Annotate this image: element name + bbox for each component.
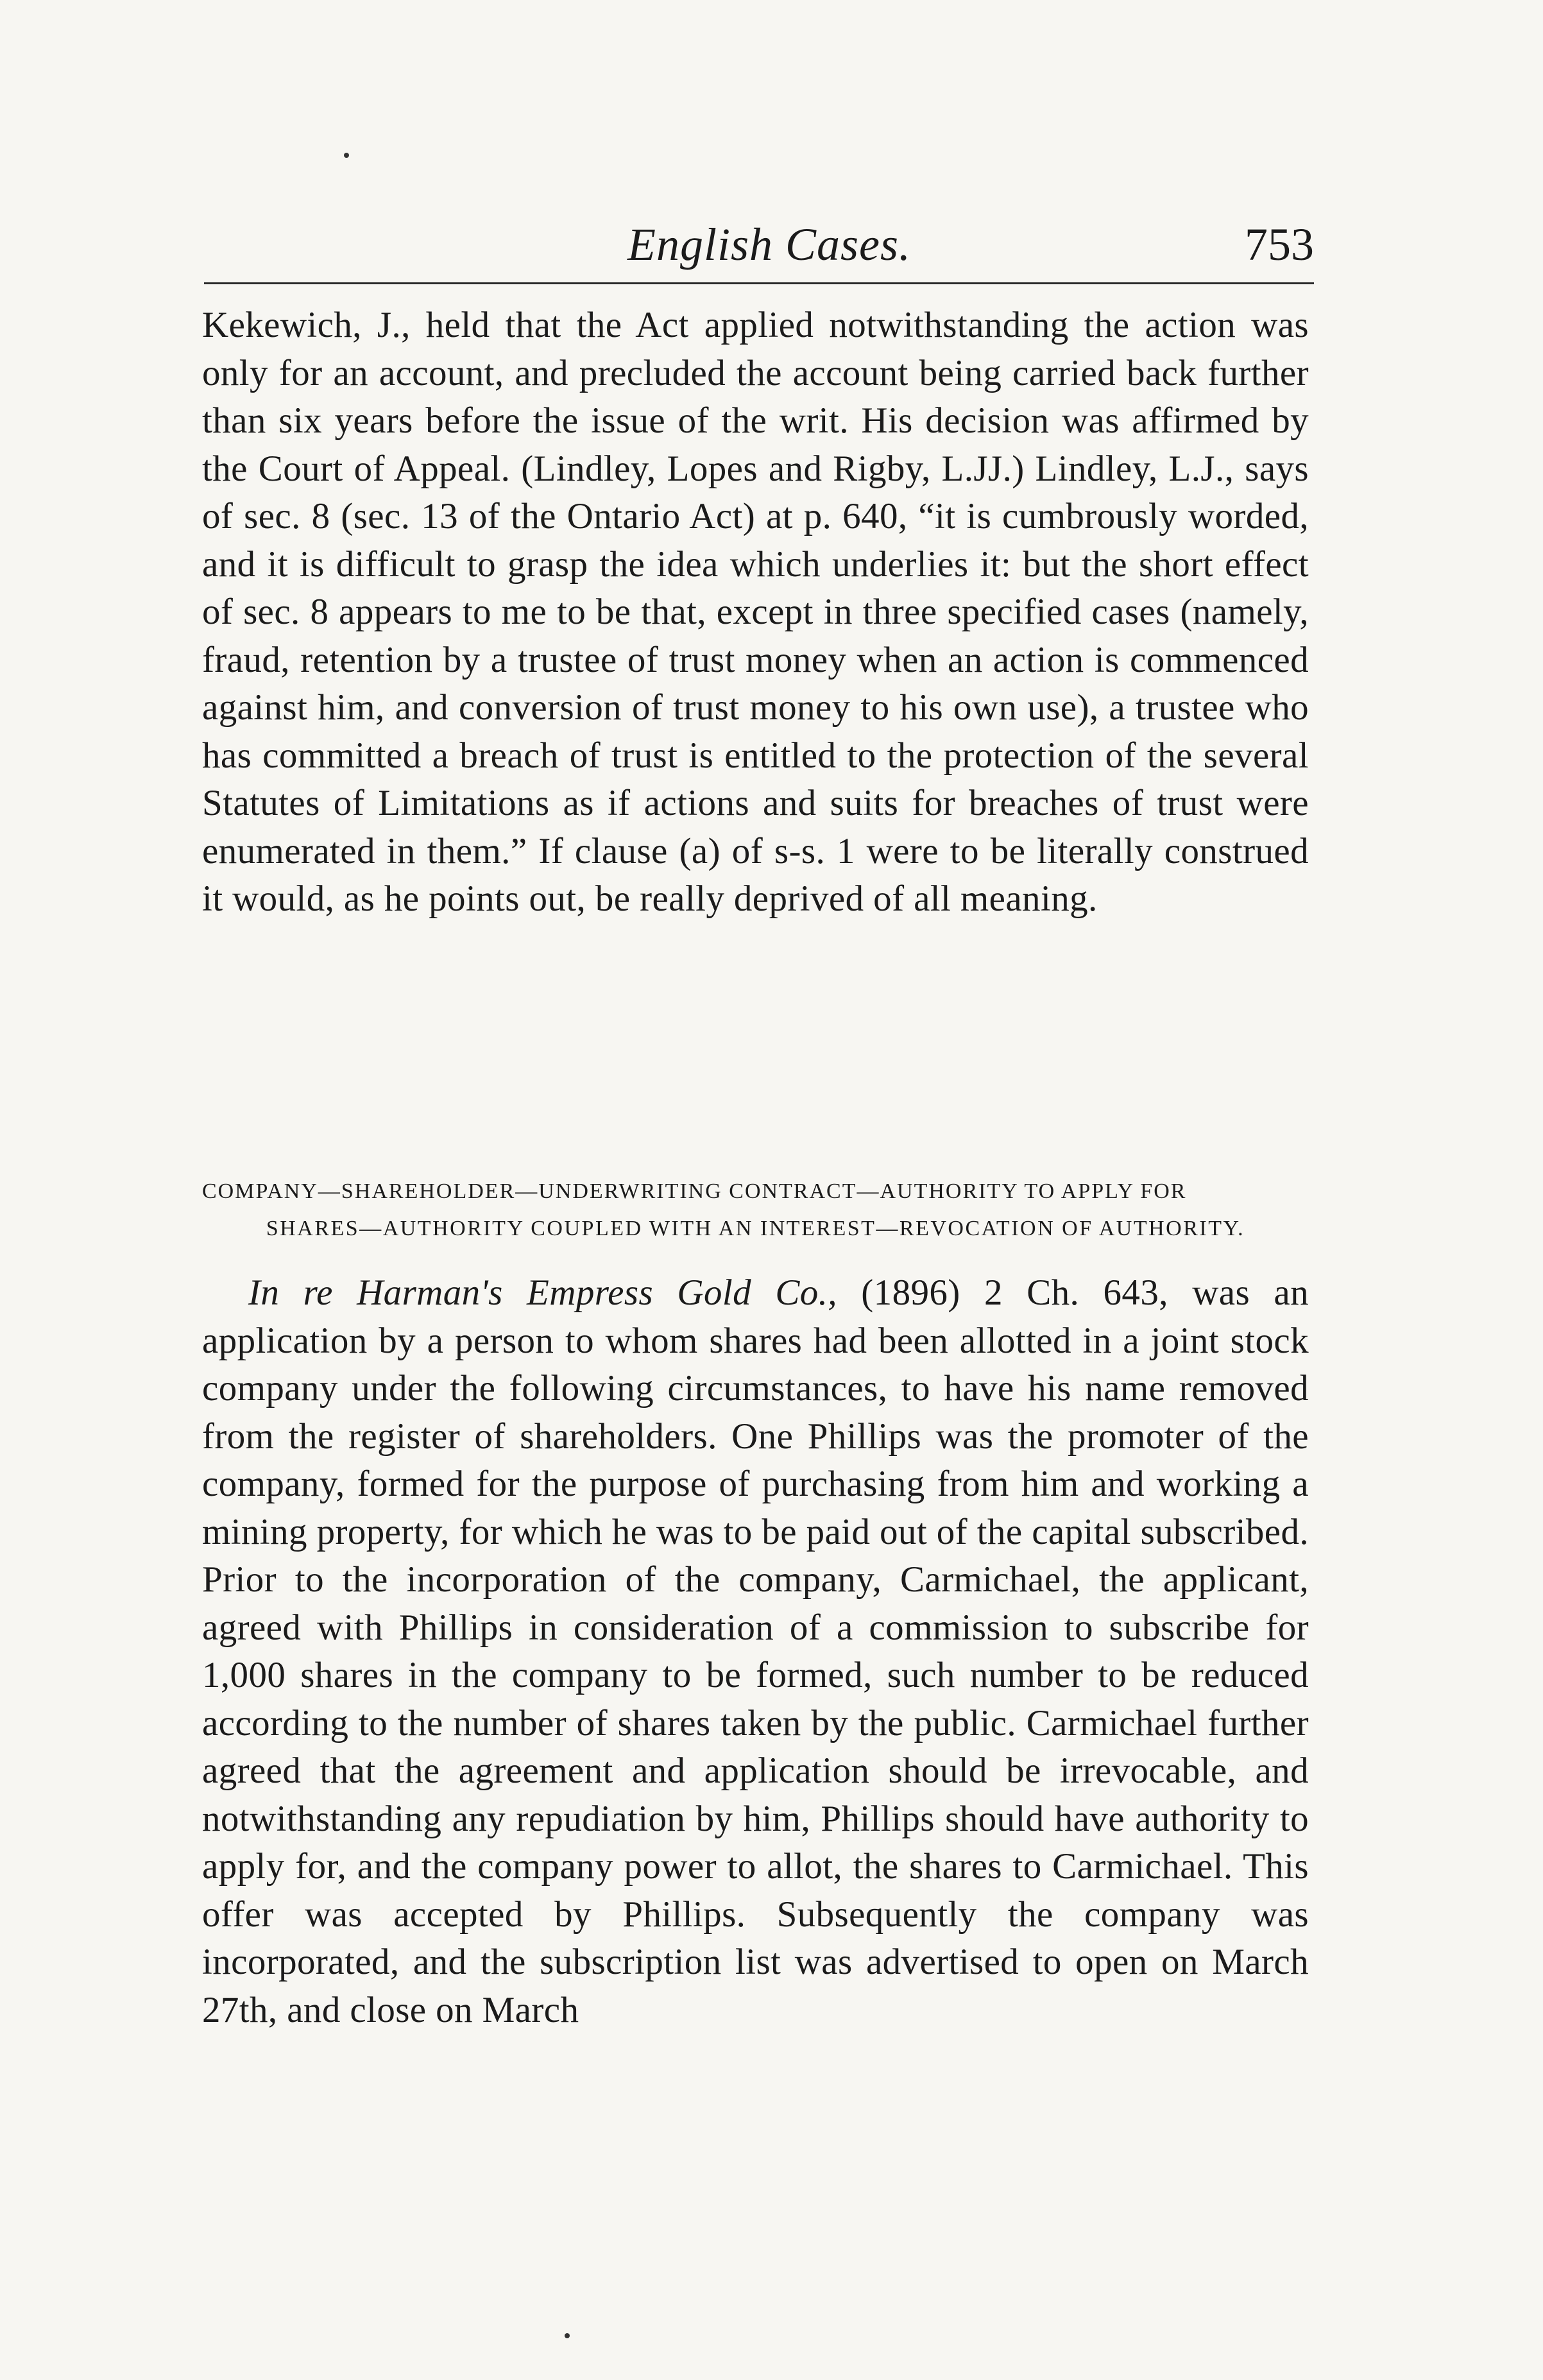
running-title: English Cases. bbox=[627, 219, 912, 270]
ink-speck-bottom bbox=[565, 2333, 570, 2338]
section-heading-line-2: SHARES—AUTHORITY COUPLED WITH AN INTEREST—REVOCATION OF AUTHORITY. bbox=[266, 1217, 1245, 1240]
page-number: 753 bbox=[1245, 219, 1314, 270]
ink-speck-top bbox=[344, 153, 349, 158]
body-paragraph-2 bbox=[202, 1269, 1309, 2034]
body-paragraph-1: Kekewich, J., held that the Act applied notwithstanding the action was only for an account, and precluded the account being carried back further than six years before the issue of the writ. His decision was affirmed by the Court of Appeal. (Lindley, Lopes and Rigby, L.JJ.) Lindley, L.J., says of sec. 8 (sec. 13 of the Ontario Act) at p. 640, “it is cumbrously worded, and it is difficult to grasp the idea which underlies it: but the short effect of sec. 8 appears to me to be that, except in three specified cases (namely, fraud, retention by a trustee of trust money when an action is commenced against him, and conversion of trust money to his own use), a trustee who has committed a breach of trust is entitled to the protection of the several Statutes of Limitations as if actions and suits for breaches of trust were enumerated in them.” If clause (a) of s-s. 1 were to be literally construed it would, as he points out, be really deprived of all meaning. bbox=[202, 305, 1309, 919]
header-rule bbox=[204, 282, 1314, 284]
body-paragraph-2-text: (1896) 2 Ch. 643, was an application by a person to whom shares had been allotted in a joint stock company under the following circumstances, to have his name removed from the register of shareholders. One Phillips was the promoter of the company, formed for the purpose of purchasing from him and working a mining property, for which he was to be paid out of the capital subscribed. Prior to the incorporation of the company, Carmichael, the applicant, agreed with Phillips in consideration of a commission to subscribe for 1,000 shares in the company to be formed, such number to be reduced according to the number of shares taken by the public. Carmichael further agreed that the agreement and application should be irrevocable, and notwithstanding any repudiation by him, Phillips should have authority to apply for, and the company power to allot, the shares to Carmichael. This offer was accepted by Phillips. Subsequently the company was incorporated, and the subscription list was advertised to open on March 27th, and close on March bbox=[202, 1272, 1309, 2030]
case-citation-name: In re Harman's Empress Gold Co., bbox=[248, 1272, 837, 1313]
section-heading-line-1: COMPANY—SHAREHOLDER—UNDERWRITING CONTRACT—AUTHORITY TO APPLY FOR bbox=[202, 1179, 1187, 1203]
section-heading bbox=[202, 1173, 1309, 1247]
running-header bbox=[204, 218, 1314, 289]
